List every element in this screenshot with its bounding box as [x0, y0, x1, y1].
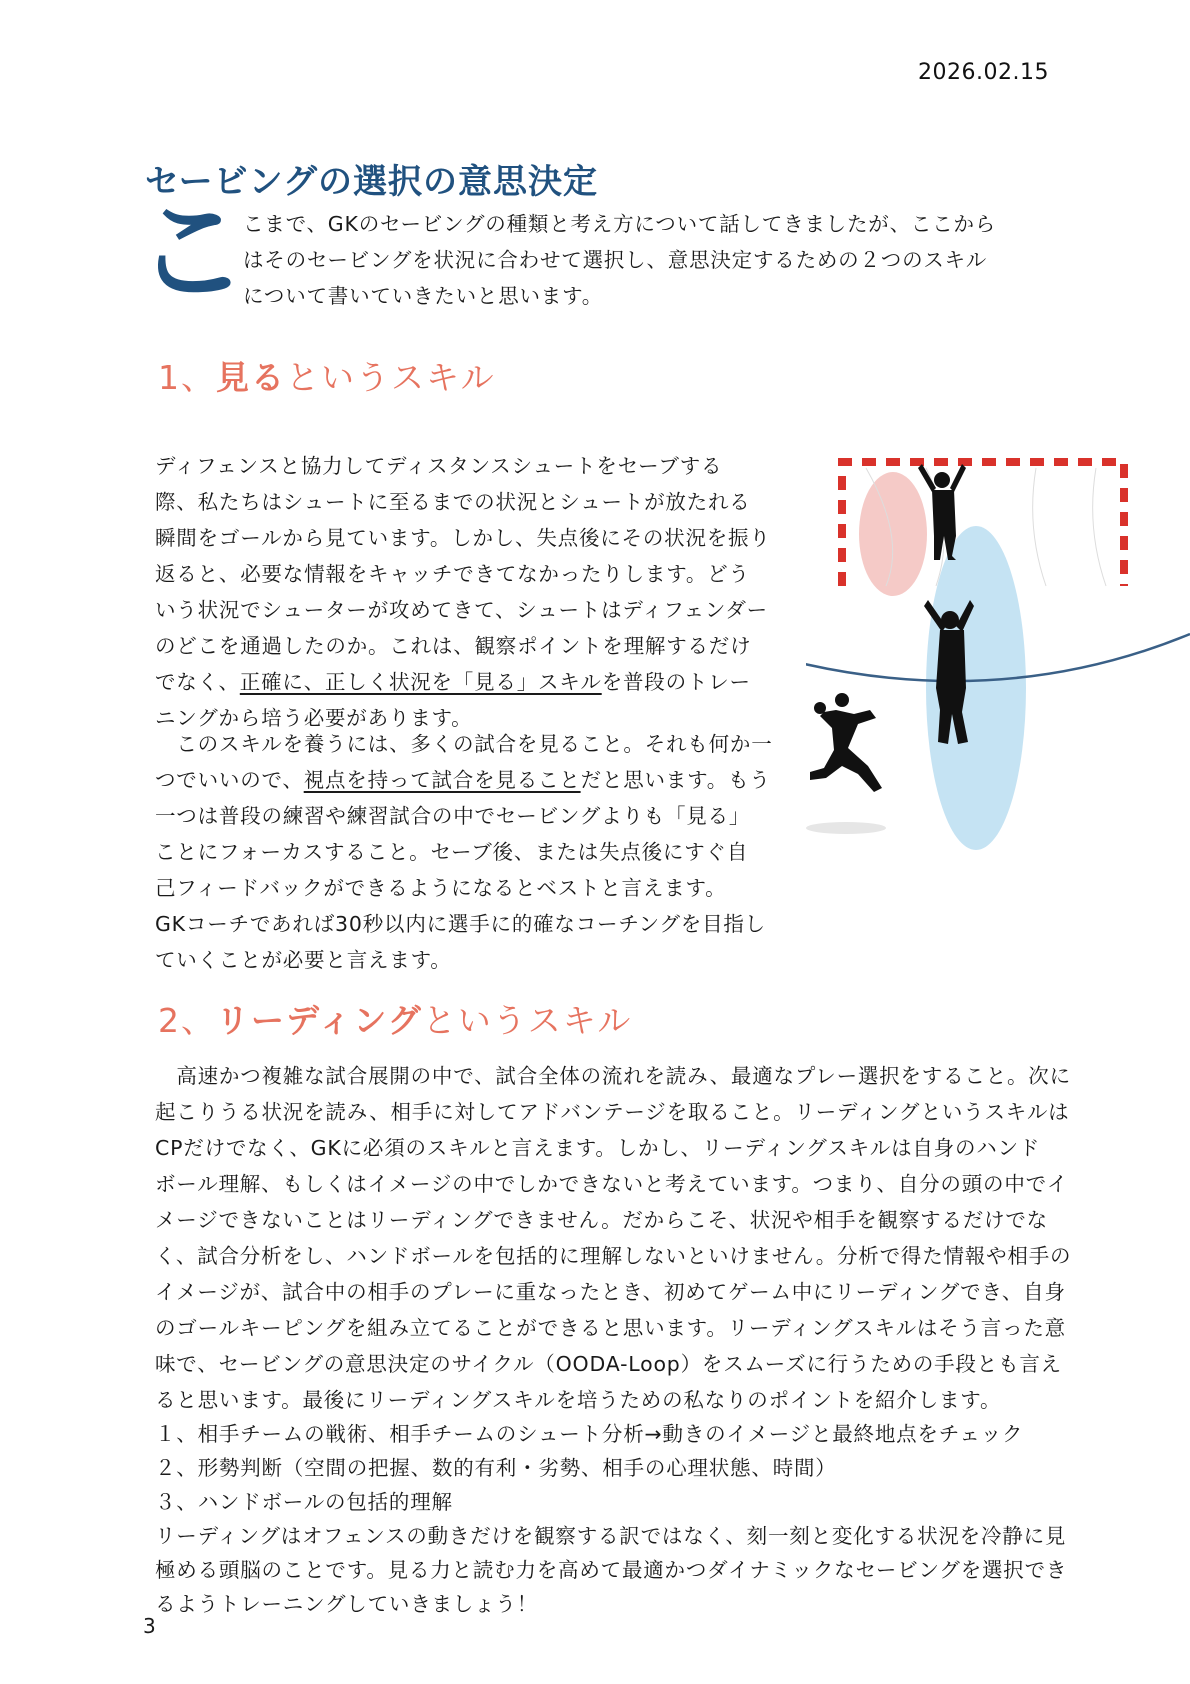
section1-keyword: 見る	[216, 358, 286, 397]
section1-suffix: というスキル	[286, 358, 496, 397]
date: 2026.02.15	[918, 60, 1049, 85]
handball-goalkeeper-illustration	[806, 448, 1190, 918]
closing-line: 極める頭脳のことです。見る力と読む力を高めて最適かつダイナミックなセービングを選択でき	[155, 1558, 1068, 1582]
text-line: ディフェンスと協力してディスタンスシュートをセーブする	[155, 454, 723, 478]
text-line: のどこを通過したのか。これは、観察ポイントを理解するだけ	[155, 634, 752, 658]
text-line: 返ると、必要な情報をキャッチできてなかったりします。どう	[155, 562, 750, 586]
section2-suffix: というスキル	[422, 1001, 633, 1040]
text-line: 高速かつ複雑な試合展開の中で、試合全体の流れを読み、最適なプレー選択をすること。次に	[176, 1064, 1071, 1088]
point-item: ２、形勢判断（空間の把握、数的有利・劣勢、相手の心理状態、時間）	[155, 1456, 837, 1480]
section1-heading	[158, 352, 496, 399]
closing-line: るようトレーニングしていきましょう！	[155, 1592, 538, 1616]
section1-paragraph-2	[155, 726, 773, 978]
intro-paragraph	[243, 206, 1043, 314]
text-line: く、試合分析をし、ハンドボールを包括的に理解しないといけません。分析で得た情報や相手の	[155, 1244, 1072, 1268]
section1-number: 1、	[158, 358, 216, 397]
text-line: ると思います。最後にリーディングスキルを培うための私なりのポイントを紹介します。	[155, 1388, 1002, 1412]
intro-line: はそのセービングを状況に合わせて選択し、意思決定するための２つのスキル	[243, 248, 988, 272]
text-line: CPだけでなく、GKに必須のスキルと言えます。しかし、リーディングスキルは自身のハンド	[155, 1136, 1041, 1160]
section1-paragraph-1	[155, 412, 771, 736]
text-line: いう状況でシューターが攻めてきて、シュートはディフェンダー	[155, 598, 768, 622]
drop-cap: こ	[136, 187, 248, 317]
text-line: 起こりうる状況を読み、相手に対してアドバンテージを取ること。リーディングというスキルは	[155, 1100, 1070, 1124]
intro-line: こまで、GKのセービングの種類と考え方について話してきましたが、ここから	[243, 212, 997, 236]
point-item: ３、ハンドボールの包括的理解	[155, 1490, 453, 1514]
text-line: ていくことが必要と言えます。	[155, 948, 452, 972]
section2-number: 2、	[158, 1001, 216, 1040]
text-line: つでいいので、視点を持って試合を見ることだと思います。もう	[155, 768, 771, 792]
text-line: のゴールキーピングを組み立てることができると思います。リーディングスキルはそう言った意	[155, 1316, 1066, 1340]
text-line: 味で、セービングの意思決定のサイクル（OODA-Loop）をスムーズに行うための手段とも言え	[155, 1352, 1062, 1376]
pink-zone	[859, 472, 927, 596]
text-line: イメージが、試合中の相手のプレーに重なったとき、初めてゲーム中にリーディングでき、自身	[155, 1280, 1066, 1304]
section2-keyword: リーディング	[216, 1001, 423, 1040]
shooter-shadow	[806, 822, 886, 834]
shooter-silhouette	[810, 693, 882, 792]
text-line: ニングから培う必要があります。	[155, 706, 473, 730]
text-line: ボール理解、もしくはイメージの中でしかできないと考えています。つまり、自分の頭の中でイ	[155, 1172, 1069, 1196]
text-line: 際、私たちはシュートに至るまでの状況とシュートが放たれる	[155, 490, 751, 514]
closing-line: リーディングはオフェンスの動きだけを観察する訳ではなく、刻一刻と変化する状況を冷静に見	[155, 1524, 1067, 1548]
text-line: 瞬間をゴールから見ています。しかし、失点後にその状況を振り	[155, 526, 771, 550]
page-number: 3	[143, 1614, 156, 1638]
underlined-phrase: 視点を持って試合を見ること	[303, 768, 581, 792]
text-line: メージできないことはリーディングできません。だからこそ、状況や相手を観察するだけでな	[155, 1208, 1048, 1232]
intro-line: について書いていきたいと思います。	[243, 284, 604, 308]
text-line: 一つは普段の練習や練習試合の中でセービングよりも「見る」	[155, 804, 751, 828]
point-item: １、相手チームの戦術、相手チームのシュート分析→動きのイメージと最終地点をチェック	[155, 1422, 1024, 1446]
section2-heading	[158, 995, 632, 1042]
text-line: GKコーチであれば30秒以内に選手に的確なコーチングを目指し	[155, 912, 766, 936]
page-title: セービングの選択の意思決定	[145, 162, 598, 202]
text-line: でなく、正確に、正しく状況を「見る」スキルを普段のトレー	[155, 670, 751, 694]
points-and-closing	[155, 1417, 1067, 1621]
text-line: 己フィードバックができるようになるとベストと言えます。	[155, 876, 727, 900]
underlined-phrase: 正確に、正しく状況を「見る」スキル	[239, 670, 602, 694]
section2-paragraph	[155, 1058, 1071, 1418]
text-line: このスキルを養うには、多くの試合を見ること。それも何か一	[176, 732, 773, 756]
text-line: ことにフォーカスすること。セーブ後、または失点後にすぐ自	[155, 840, 749, 864]
